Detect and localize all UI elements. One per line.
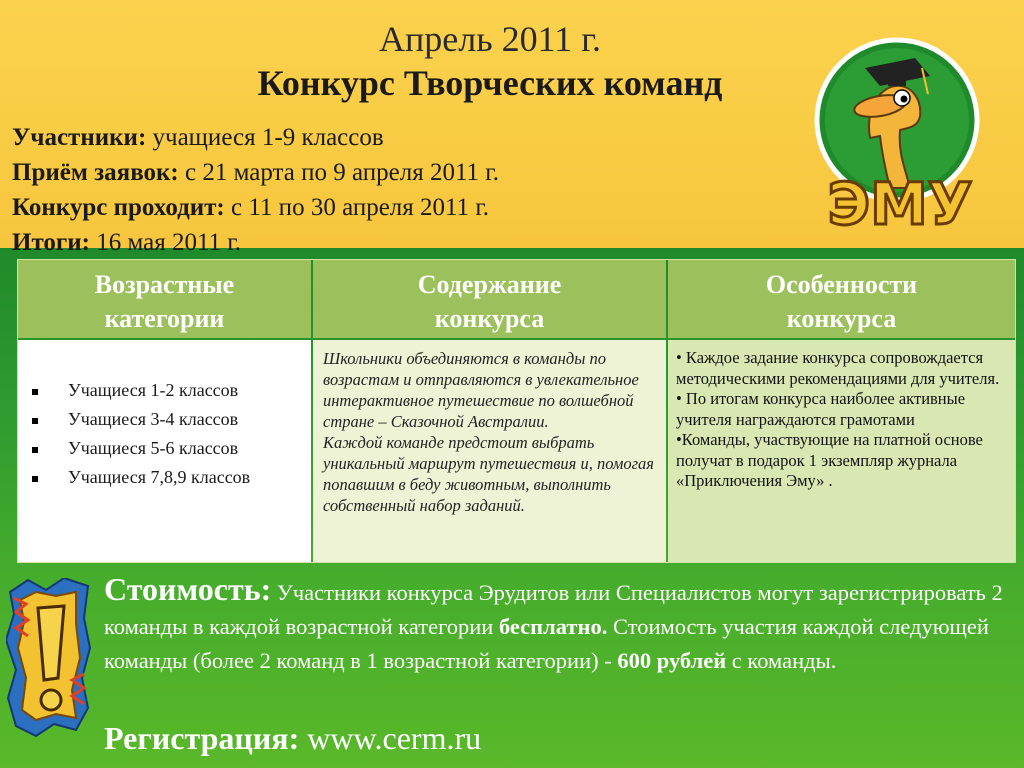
- main-title: Конкурс Творческих команд: [257, 63, 723, 103]
- content-paragraph: Каждой команде предстоит выбрать уникальный маршрут путешествия и, помогая попавшим в беду животным, выполнить собственный набор заданий.: [323, 433, 654, 515]
- list-item: Учащиеся 5-6 классов: [32, 434, 250, 463]
- info-block: [12, 120, 812, 260]
- bullet-icon: [32, 418, 38, 424]
- registration-link[interactable]: www.cerm.ru: [299, 720, 482, 756]
- info-applications: Приём заявок: с 21 марта по 9 апреля 2011 г.: [12, 159, 499, 186]
- list-item: Учащиеся 7,8,9 классов: [32, 463, 250, 492]
- header-features: Особенности конкурса: [668, 260, 1015, 338]
- info-results: Итоги: 16 мая 2011 г.: [12, 229, 241, 256]
- contest-table: [17, 259, 1016, 563]
- bullet-icon: [32, 476, 38, 482]
- emu-logo-icon: [810, 28, 985, 233]
- feature-item: • Каждое задание конкурса сопровождается методическими рекомендациями для учителя.: [676, 348, 1000, 388]
- header-age-categories: Возрастные категории: [18, 260, 311, 338]
- header-content: Содержание конкурса: [313, 260, 666, 338]
- svg-text:ЭМУ: ЭМУ: [827, 170, 973, 233]
- cost-label: Стоимость:: [104, 571, 272, 607]
- content-paragraph: Школьники объединяются в команды по возрастам и отправляются в увлекательное интерактивное путешествие по волшебной стране – Сказочной Австралии.: [323, 349, 639, 431]
- cost-section: Стоимость: Участники конкурса Эрудитов или Специалистов могут зарегистрировать 2 команды в каждой возрастной категории бесплатно. Стоимость участия каждой следующей команды (более 2 команд в 1 возрастной категории) - 600 рублей с команды.: [104, 571, 1003, 673]
- feature-item: • По итогам конкурса наиболее активные учителя награждаются грамотами: [676, 389, 966, 429]
- info-contest-dates: Конкурс проходит: с 11 по 30 апреля 2011 г.: [12, 194, 490, 221]
- age-categories-cell: [18, 340, 311, 562]
- registration-label: Регистрация:: [104, 720, 300, 756]
- date-title: Апрель 2011 г.: [379, 19, 601, 59]
- bullet-icon: [32, 447, 38, 453]
- content-cell: [313, 340, 666, 562]
- feature-item: •Команды, участвующие на платной основе получат в подарок 1 экземпляр журнала «Приключения Эму» .: [676, 430, 983, 490]
- info-participants: Участники: учащиеся 1-9 классов: [12, 124, 384, 151]
- exclamation-icon: [6, 578, 92, 738]
- bullet-icon: [32, 389, 38, 395]
- age-list: [32, 376, 250, 492]
- features-cell: [668, 340, 1015, 562]
- list-item: Учащиеся 1-2 классов: [32, 376, 250, 405]
- registration: [104, 720, 481, 757]
- list-item: Учащиеся 3-4 классов: [32, 405, 250, 434]
